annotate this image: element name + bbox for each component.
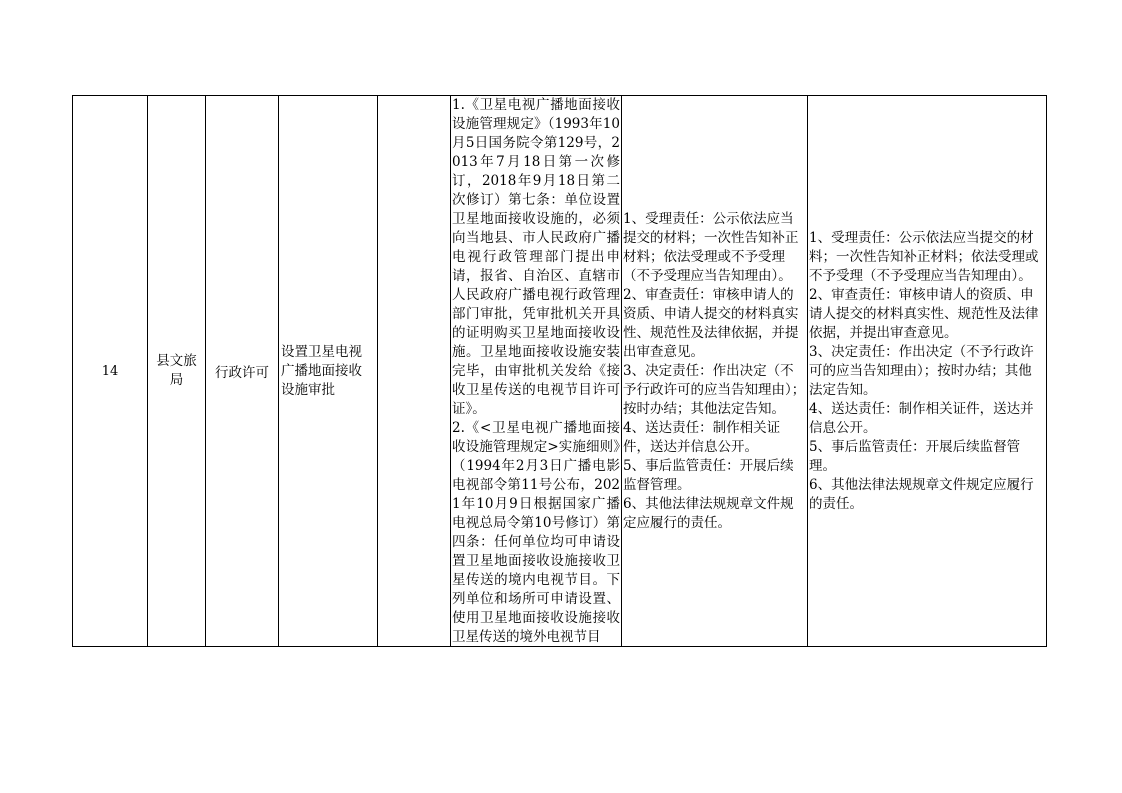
legal-basis-cell	[451, 96, 622, 647]
row-number: 14	[73, 96, 148, 647]
table-row	[73, 96, 1047, 647]
responsibility-list-b	[808, 229, 1046, 514]
responsibility-item: 1、受理责任：公示依法应当提交的材料；一次性告知补正材料；依法受理或不予受理（不予受理应当告知理由）。	[809, 229, 1039, 284]
power-type-cell: 行政许可	[206, 96, 279, 647]
responsibility-item: 4、送达责任：制作相关证件，送达并信息公开。	[623, 419, 781, 455]
sub-item-cell	[378, 96, 451, 647]
responsibility-item: 5、事后监管责任：开展后续监督管理。	[623, 457, 794, 493]
responsibility-list-a	[622, 210, 807, 533]
legal-basis-text: 1.《卫星电视广播地面接收设施管理规定》（1993年10月5日国务院令第129号，2013年7月18日第一次修订，2018年9月18日第二次修订）第七条：单位设置卫星地面接收设施的，必须向当地县、市人民政府广播电视行政管理部门提出申请，报省、自治区、直辖市人民政府广播电视行政管理部门审批，凭审批机关开具的证明购买卫星地面接收设施。卫星地面接收设施安装完毕，由审批机关发给《接收卫星传送的电视节目许可证》。 2.《<卫星电视广播地面接收设施管理规定>实施细则》（1994年2月3日广播电影电视部令第11号公布，2021年10月9日根据国家广播电视总局令第10号修订）第四条：任何单位均可申请设置卫星地面接收设施接收卫星传送的境内电视节目。下列单位和场所可申请设置、使用卫星地面接收设施接收卫星传送的境外电视节目	[452, 97, 620, 645]
responsibility-item: 3、决定责任：作出决定（不予行政许可的应当告知理由）；按时办结；其他法定告知。	[809, 343, 1034, 398]
responsibility-item: 6、其他法律法规规章文件规定应履行的责任。	[809, 476, 1034, 512]
responsibility-item: 2、审查责任：审核申请人的资质、申请人提交的材料真实性、规范性及法律依据，并提出审查意见。	[623, 286, 799, 360]
responsibility-item: 6、其他法律法规规章文件规定应履行的责任。	[623, 495, 794, 531]
power-list-table	[72, 95, 1047, 647]
responsibility-item: 4、送达责任：制作相关证件，送达并信息公开。	[809, 400, 1034, 436]
responsibility-item: 3、决定责任：作出决定（不予行政许可的应当告知理由）；按时办结；其他法定告知。	[623, 362, 806, 417]
responsibility-item: 1、受理责任：公示依法应当提交的材料；一次性告知补正材料；依法受理或不予受理（不予受理应当告知理由）。	[623, 210, 799, 284]
responsibility-cell-b	[808, 96, 1047, 647]
responsibility-item: 2、审查责任：审核申请人的资质、申请人提交的材料真实性、规范性及法律依据，并提出审查意见。	[809, 286, 1039, 341]
item-name-cell: 设置卫星电视广播地面接收设施审批	[279, 96, 378, 647]
department-cell: 县文旅局	[148, 96, 206, 647]
responsibility-item: 5、事后监管责任：开展后续监督管理。	[809, 438, 1021, 474]
responsibility-cell-a	[622, 96, 808, 647]
